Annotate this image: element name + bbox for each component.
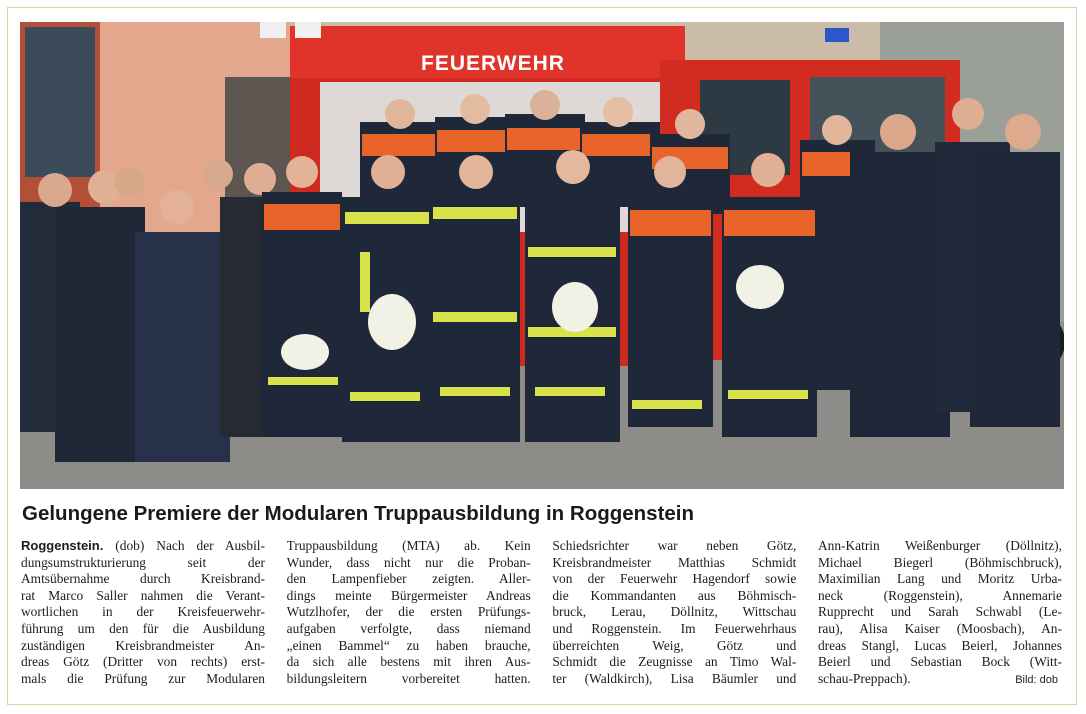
- blue-light: [825, 28, 849, 42]
- text-line: Maximilian Lang und Moritz Urba-: [817, 571, 1062, 587]
- text-line: zuständigen Kreisbrandmeister An-: [21, 637, 265, 653]
- text-line: Kreisbrandmeister Matthias Schmidt: [552, 554, 797, 570]
- text-line: Roggenstein. (dob) Nach der Ausbil-: [21, 538, 265, 553]
- article-column-2: [287, 538, 531, 693]
- text-line: Schiedsrichter war neben Götz,: [552, 538, 797, 553]
- text-line: Amtsübernahme durch Kreisbrand-: [21, 571, 265, 587]
- text-line: dings meinte Bürgermeister Andreas: [286, 587, 531, 603]
- article-body: [21, 538, 1062, 693]
- text-line: Wutzlhofer, der die ersten Prüfungs-: [286, 604, 531, 620]
- text-line: bruck, Lerau, Döllnitz, Wittschau: [552, 604, 797, 620]
- article-column-1: [21, 538, 265, 693]
- text-line: dreas Götz (Dritter von rechts) erst-: [21, 654, 265, 670]
- text-line: bildungsleitern vorbereitet hatten.: [286, 670, 531, 686]
- truck-sign-text: FEUERWEHR: [421, 52, 565, 75]
- text-line: Ann-Katrin Weißenburger (Döllnitz),: [817, 538, 1062, 553]
- text-line: rat Marco Saller nahmen die Verant-: [21, 587, 265, 603]
- article-column-4: [818, 538, 1062, 693]
- text-line: da sich alle bestens mit ihren Aus-: [286, 654, 531, 670]
- group-photo: [20, 22, 1064, 489]
- text-line: von der Feuerwehr Hagendorf sowie: [552, 571, 797, 587]
- text-line: Truppausbildung (MTA) ab. Kein: [286, 538, 531, 553]
- text-line: aufgaben verfolgte, dass niemand: [286, 620, 531, 636]
- text-line: mals die Prüfung zur Modularen: [21, 670, 265, 686]
- text-line: und Roggenstein. Im Feuerwehrhaus: [552, 620, 797, 636]
- text-line: ter (Waldkirch), Lisa Bäumler und: [552, 670, 797, 686]
- text-line: wortlichen in der Kreisfeuerwehr-: [21, 604, 265, 620]
- text-line: „einen Bammel“ zu haben brauche,: [286, 637, 531, 653]
- flood-light: [295, 22, 321, 38]
- dateline: Roggenstein.: [21, 538, 104, 553]
- article-column-3: [552, 538, 796, 693]
- text-line: Schmidt die Zeugnisse an Timo Wal-: [552, 654, 797, 670]
- text-line: dreas Stangl, Lucas Beierl, Johannes: [817, 637, 1062, 653]
- flood-light: [260, 22, 286, 38]
- photo-illustration: [20, 22, 1064, 489]
- text-line: Michael Biegerl (Böhmischbruck),: [817, 554, 1062, 570]
- window-left: [25, 27, 95, 177]
- text-line: überreichten Weig, Götz und: [552, 637, 797, 653]
- text-line: dungsumstrukturierung seit der: [21, 554, 265, 570]
- text-line: die Kommandanten aus Böhmisch-: [552, 587, 797, 603]
- photo-credit: Bild: dob: [1015, 674, 1058, 686]
- text-line: den Lampenfieber zeigten. Aller-: [286, 571, 531, 587]
- text-line: Beierl und Sebastian Bock (Witt-: [817, 654, 1062, 670]
- article-headline: Gelungene Premiere der Modularen Truppausbildung in Roggenstein: [22, 502, 695, 525]
- text-line: schau-Preppach).: [817, 670, 911, 686]
- text-line: Rupprecht und Sarah Schwabl (Le-: [817, 604, 1062, 620]
- text-line: führung um den für die Ausbildung: [21, 620, 265, 636]
- text-line: rau), Alisa Kaiser (Moosbach), An-: [817, 620, 1062, 636]
- text-line: neck (Roggenstein), Annemarie: [817, 587, 1062, 603]
- text-line: Wunder, dass nicht nur die Proban-: [286, 554, 531, 570]
